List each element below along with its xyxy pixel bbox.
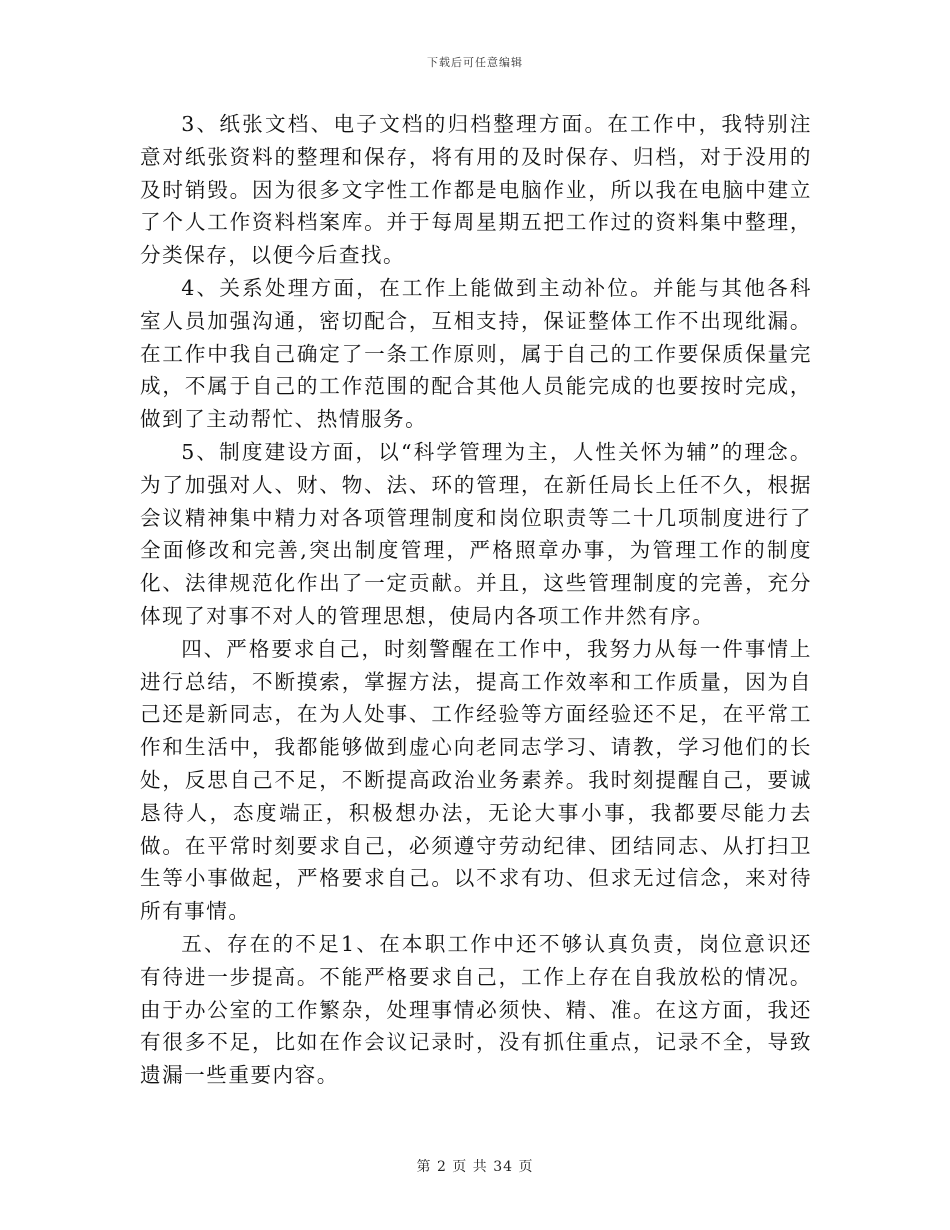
page-header: 下载后可任意编辑	[427, 56, 523, 69]
page-footer: 第 2 页 共 34 页	[416, 1159, 534, 1175]
paragraph-archiving: 3、纸张文档、电子文档的归档整理方面。在工作中，我特别注意对纸张资料的整理和保存，将有用的及时保存、归档，对于没用的及时销毁。因为很多文字性工作都是电脑作业，所以我在电脑中建立了个人工作资料档案库。并于每周星期五把工作过的资料集中整理，分类保存，以便今后查找。	[140, 112, 812, 268]
paragraph-relations: 4、关系处理方面，在工作上能做到主动补位。并能与其他各科室人员加强沟通，密切配合，互相支持，保证整体工作不出现纰漏。在工作中我自己确定了一条工作原则，属于自己的工作要保质保量完成，不属于自己的工作范围的配合其他人员能完成的也要按时完成，做到了主动帮忙、热情服务。	[140, 275, 812, 432]
document-body	[140, 108, 812, 1092]
paragraph-shortcomings: 五、存在的不足1、在本职工作中还不够认真负责，岗位意识还有待进一步提高。不能严格要求自己，工作上存在自我放松的情况。由于办公室的工作繁杂，处理事情必须快、精、准。在这方面，我还有很多不足，比如在作会议记录时，没有抓住重点，记录不全，导致遗漏一些重要内容。	[140, 931, 812, 1088]
paragraph-self-discipline: 四、严格要求自己，时刻警醒在工作中，我努力从每一件事情上进行总结，不断摸索，掌握方法，提高工作效率和工作质量，因为自己还是新同志，在为人处事、工作经验等方面经验还不足，在平常工作和生活中，我都能够做到虚心向老同志学习、请教，学习他们的长处，反思自己不足，不断提高政治业务素养。我时刻提醒自己，要诚恳待人，态度端正，积极想办法，无论大事小事，我都要尽能力去做。在平常时刻要求自己，必须遵守劳动纪律、团结同志、从打扫卫生等小事做起，严格要求自己。以不求有功、但求无过信念，来对待所有事情。	[140, 636, 812, 924]
paragraph-system-building: 5、制度建设方面，以“科学管理为主，人性关怀为辅”的理念。为了加强对人、财、物、法、环的管理，在新任局长上任不久，根据会议精神集中精力对各项管理制度和岗位职责等二十几项制度进行了全面修改和完善,突出制度管理，严格照章办事，为管理工作的制度化、法律规范化作出了一定贡献。并且，这些管理制度的完善，充分体现了对事不对人的管理思想，使局内各项工作井然有序。	[140, 439, 812, 628]
